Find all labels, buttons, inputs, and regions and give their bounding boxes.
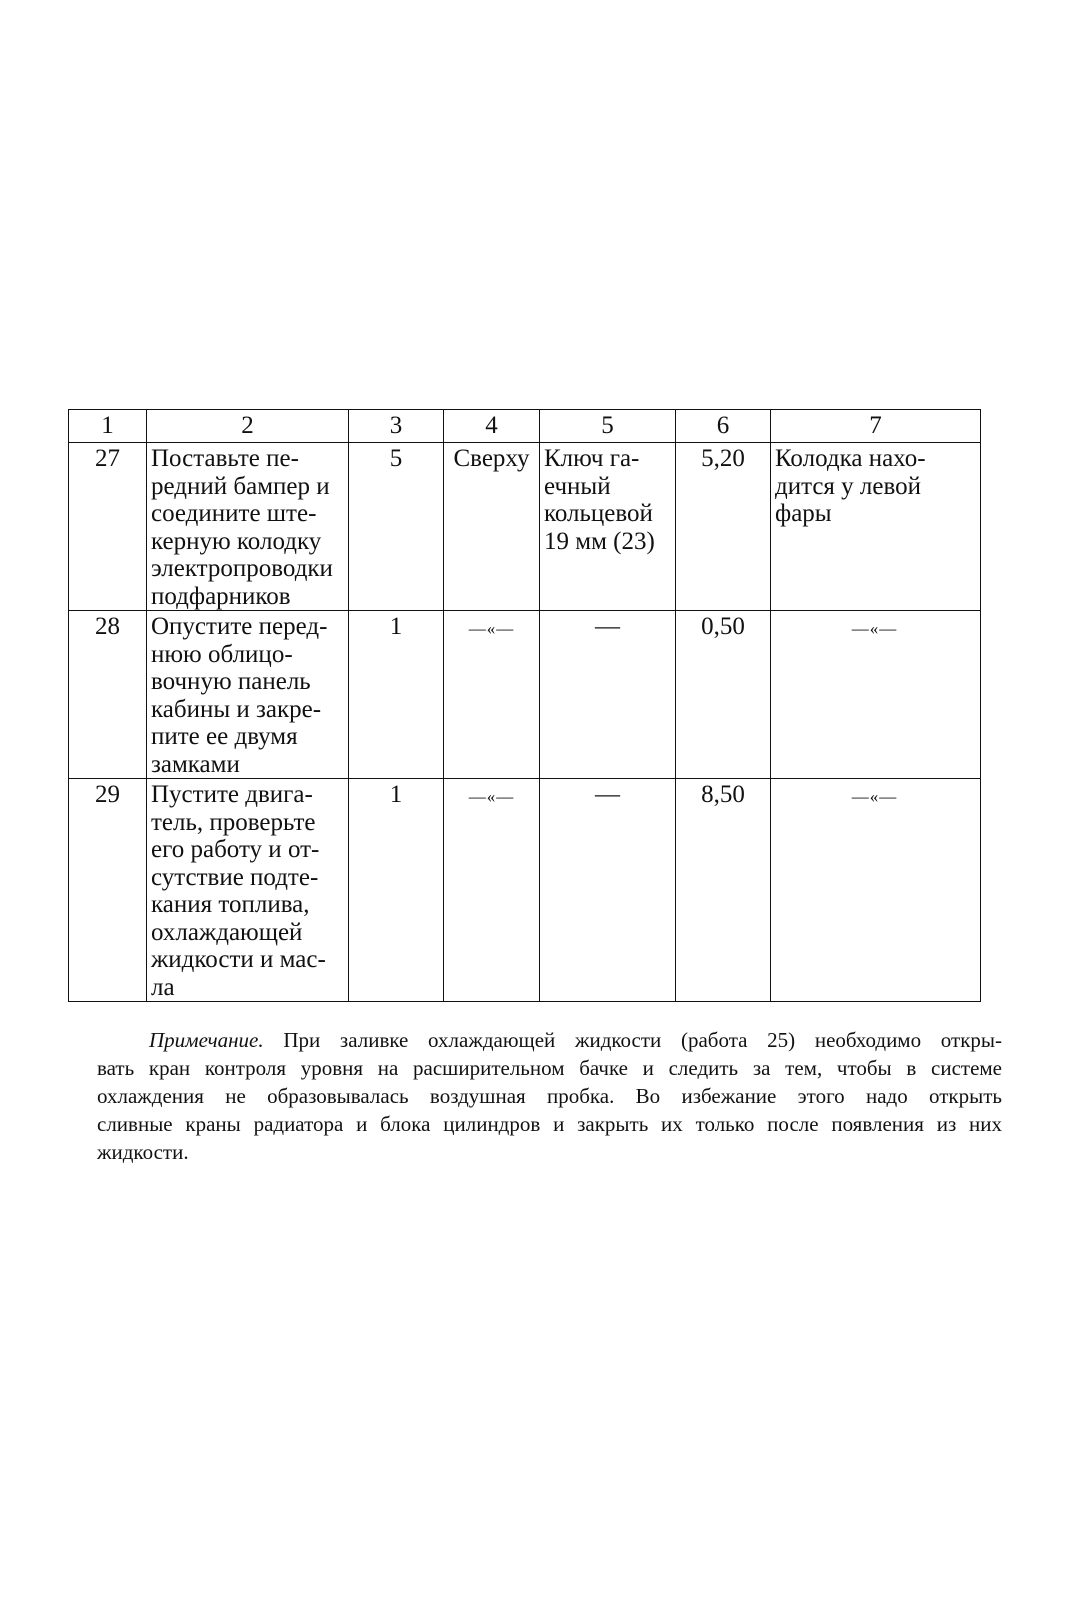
time-cell: 5,20 bbox=[676, 443, 771, 611]
text-line: пите ее двумя bbox=[151, 723, 298, 750]
text-line: кольцевой bbox=[544, 500, 653, 527]
text-line: кания топлива, bbox=[151, 891, 310, 918]
time-cell: 0,50 bbox=[676, 611, 771, 779]
footnote-paragraph bbox=[97, 1026, 1002, 1166]
header-col-6: 6 bbox=[676, 410, 771, 443]
text-line: керную колодку bbox=[151, 527, 322, 555]
header-col-5: 5 bbox=[540, 410, 676, 443]
text-line: сутствие подте- bbox=[151, 863, 319, 891]
text-line: соедините ште- bbox=[151, 500, 317, 527]
row-number: 29 bbox=[69, 779, 147, 1002]
count-cell: 1 bbox=[349, 611, 444, 779]
table-row bbox=[69, 611, 981, 779]
footnote-text: При заливке охлаждающей жидкости (работа 25) необходимо откры- bbox=[283, 1028, 1002, 1052]
footnote-line: сливные краны радиатора и блока цилиндров и закрыть их только после появления из них bbox=[97, 1112, 1002, 1136]
footnote-line bbox=[97, 1026, 1002, 1054]
text-line: 19 мм (23) bbox=[544, 527, 655, 555]
operations-table bbox=[68, 409, 981, 1002]
text-line: Пустите двига- bbox=[151, 781, 313, 808]
ditto-mark: —«— bbox=[851, 619, 898, 638]
operation-description bbox=[147, 443, 349, 611]
dash-mark: — bbox=[595, 781, 620, 808]
header-col-7: 7 bbox=[771, 410, 981, 443]
dash-mark: — bbox=[595, 613, 620, 640]
table-header-row bbox=[69, 410, 981, 443]
tool-cell bbox=[540, 443, 676, 611]
ditto-mark: —«— bbox=[851, 787, 898, 806]
text-line: электропроводки bbox=[151, 555, 333, 582]
text-line: Колодка нахо- bbox=[775, 445, 926, 472]
row-number: 27 bbox=[69, 443, 147, 611]
table-row bbox=[69, 779, 981, 1002]
count-cell: 5 bbox=[349, 443, 444, 611]
text-line: жидкости и мас- bbox=[151, 946, 326, 973]
footnote-line: охлаждения не образовывалась воздушная пробка. Во избежание этого надо открыть bbox=[97, 1084, 1002, 1108]
text-line: Опустите перед- bbox=[151, 613, 328, 640]
header-col-2: 2 bbox=[147, 410, 349, 443]
text-line: ечный bbox=[544, 472, 611, 500]
position-cell bbox=[444, 779, 540, 1002]
text-line: ла bbox=[151, 973, 175, 1001]
text-line: фары bbox=[775, 500, 832, 527]
footnote-line: вать кран контроля уровня на расширительном бачке и следить за тем, чтобы в системе bbox=[97, 1056, 1002, 1080]
text-line: нюю облицо- bbox=[151, 640, 293, 668]
text-line: Ключ га- bbox=[544, 445, 640, 472]
tool-cell bbox=[540, 611, 676, 779]
remark-cell bbox=[771, 443, 981, 611]
position-cell bbox=[444, 611, 540, 779]
text-line: вочную панель bbox=[151, 668, 311, 695]
count-cell: 1 bbox=[349, 779, 444, 1002]
text-line: охлаждающей bbox=[151, 918, 303, 946]
position-cell: Сверху bbox=[444, 443, 540, 611]
text-line: его работу и от- bbox=[151, 836, 320, 863]
remark-cell bbox=[771, 611, 981, 779]
text-line: дится у левой bbox=[775, 472, 922, 500]
text-line: редний бампер и bbox=[151, 472, 330, 500]
operation-description bbox=[147, 779, 349, 1002]
text-line: замками bbox=[151, 750, 240, 778]
header-col-1: 1 bbox=[69, 410, 147, 443]
text-line: Поставьте пе- bbox=[151, 445, 299, 472]
header-col-3: 3 bbox=[349, 410, 444, 443]
text-line: тель, проверьте bbox=[151, 808, 316, 836]
tool-cell bbox=[540, 779, 676, 1002]
header-col-4: 4 bbox=[444, 410, 540, 443]
footnote-lead: Примечание. bbox=[149, 1028, 264, 1052]
operation-description bbox=[147, 611, 349, 779]
time-cell: 8,50 bbox=[676, 779, 771, 1002]
table-row bbox=[69, 443, 981, 611]
ditto-mark: —«— bbox=[468, 619, 515, 638]
remark-cell bbox=[771, 779, 981, 1002]
text-line: подфарников bbox=[151, 582, 291, 610]
text-line: кабины и закре- bbox=[151, 695, 322, 723]
row-number: 28 bbox=[69, 611, 147, 779]
ditto-mark: —«— bbox=[468, 787, 515, 806]
footnote-line: жидкости. bbox=[97, 1140, 189, 1164]
